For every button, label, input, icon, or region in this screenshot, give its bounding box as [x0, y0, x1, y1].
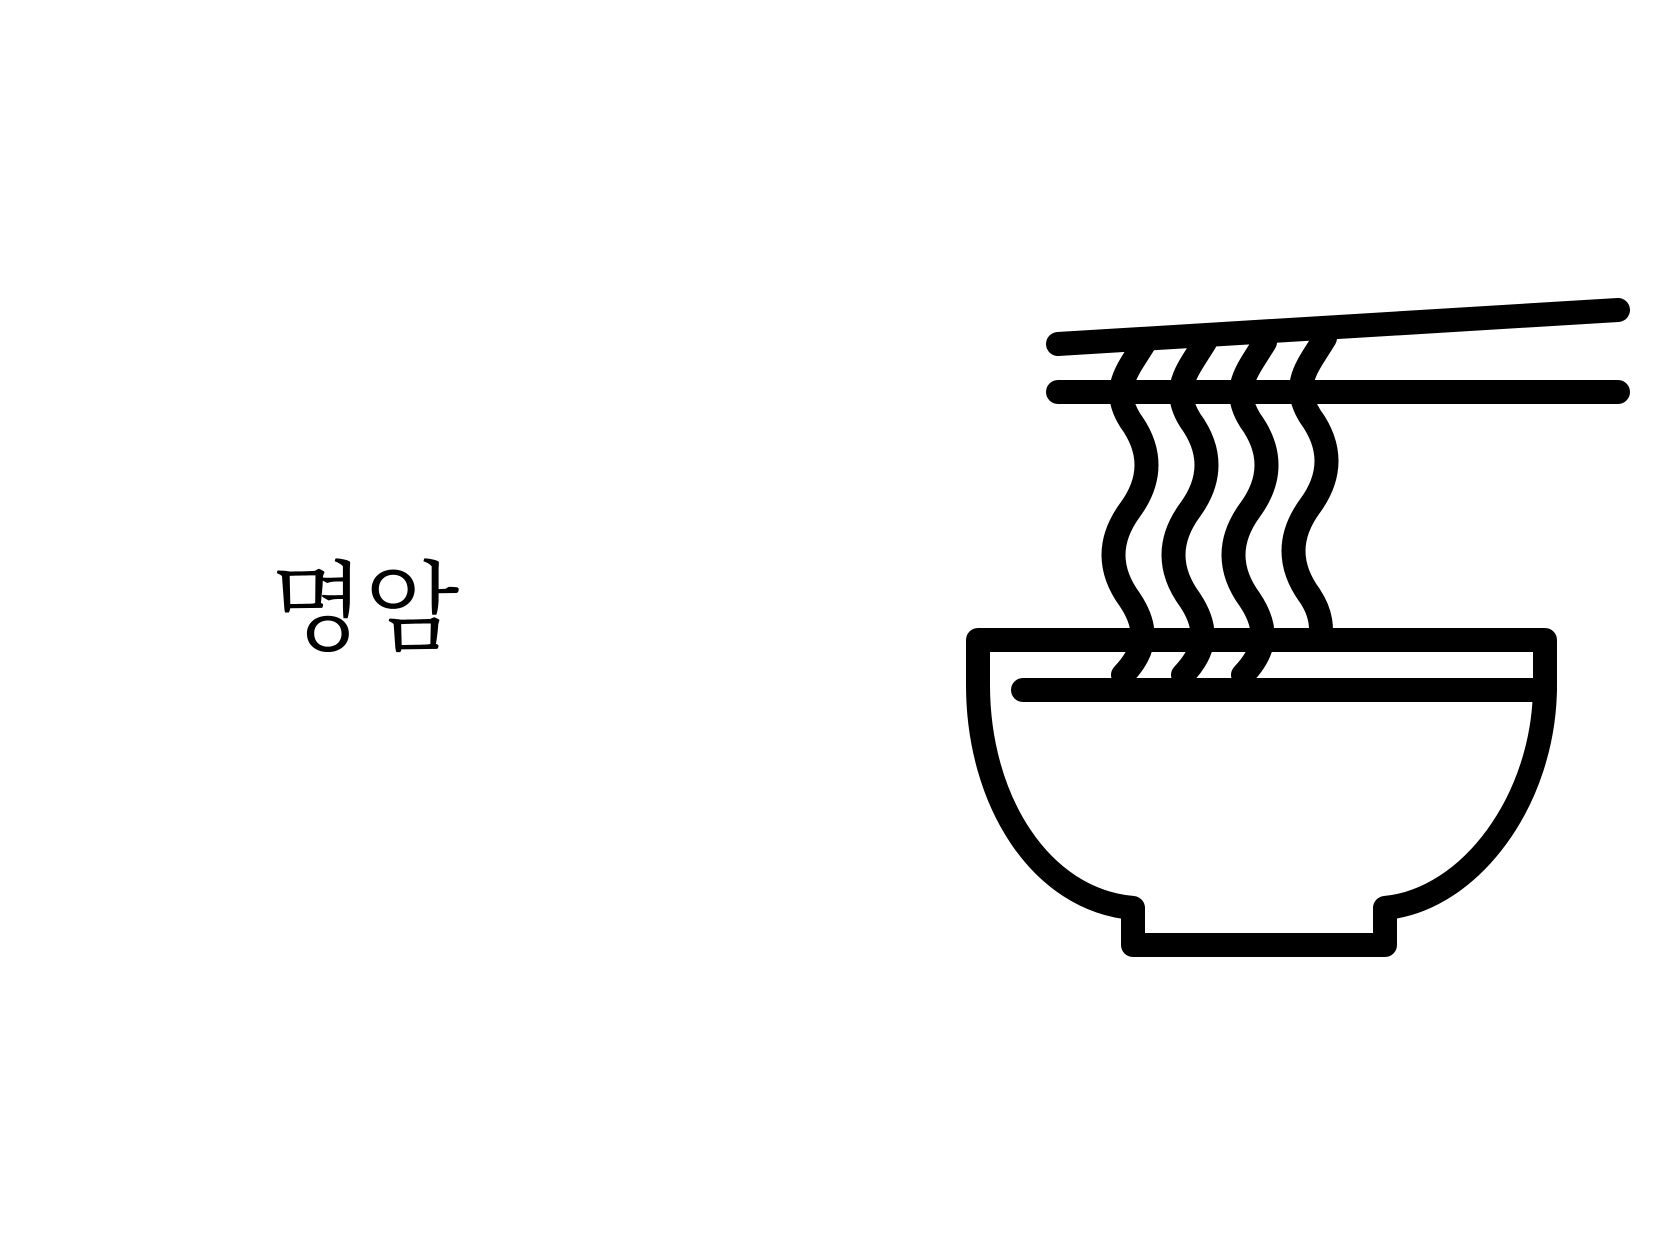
- slide-title: 명암: [270, 552, 460, 666]
